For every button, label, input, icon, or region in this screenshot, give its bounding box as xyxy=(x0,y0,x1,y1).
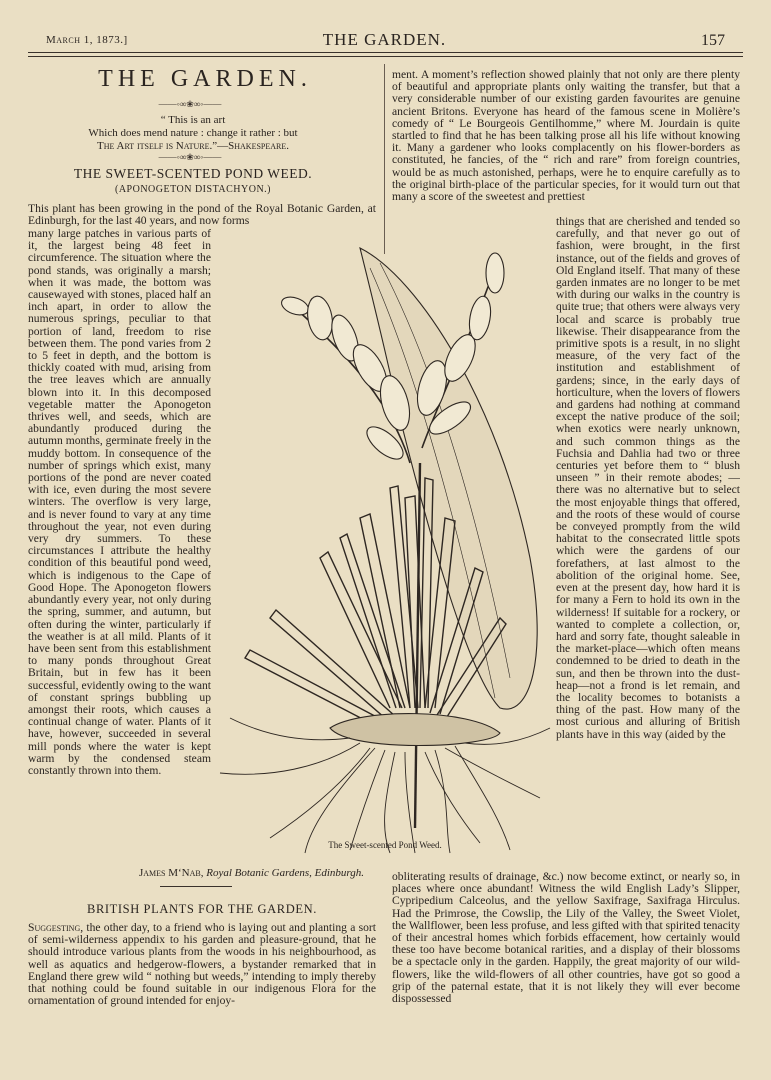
article2-body-right: things that are cherished and tended so carefully, and that never go out of fashion, were brought, in the first instance, out of the fields and groves of Old England itself. That many of these garden inmates are no longer to be met with during our walks in the country is quite true; that others were always very local and scarce is probably true likewise. Their disappearance from the primitive spots is a result, in no slight measure, of the very fact of the institution and establishment of gardens; since, in the early days of horticulture, when the lovers of flowers and gardens had nothing at command except the native produce of the soil; when exotics were nearly unknown, and such common things as the Fuchsia and Dahlia had two or three centuries yet before them to “ blush unseen ” in their remote abodes; — there was no alternative but to select the most enjoyable things that offered, and the roots of these would of course be conveyed promptly from the wild habitat to the consecrated little spots which were the gardens of our forefathers, at last almost to the abolition of the original home. See, even at the present day, how hard it is for many a Fern to hold its own in the wilderness! If suitable for a rockery, or wanted to complete a collection, or, hard and sorry fate, thought saleable in the market-place—which often means condemned to be dried to death in the sun, and then be thrown into the dust-heap—not a frond is let remain, and the locality becomes to botanists a thing of the past. How many of the most curious and alluring of British plants have in this way (aided by the xyxy=(556,216,740,741)
article2-body-left xyxy=(28,922,376,1022)
author-name: James M‘Nab, xyxy=(138,867,204,879)
column-rule xyxy=(384,64,385,254)
article-title: THE SWEET-SCENTED POND WEED. xyxy=(73,166,313,181)
header-rule-thin xyxy=(28,56,743,57)
motto-line: Which does mend nature : change it rather : but xyxy=(88,127,298,139)
masthead-motto xyxy=(40,114,346,153)
article-body-left: many large patches in various parts of it, the largest being 48 feet in circumference. The situation where the pond stands, was originally a marsh; when it was made, the bottom was causewayed with stones, placed half an inch apart, in order to allow the numerous springs, peculiar to that portion of land, freedom to rise between them. The pond varies from 2 to 5 feet in depth, and the bottom is thickly coated with mud, arising from the tree leaves which are annually blown into it. In this decomposed vegetable matter the Aponogeton thrives well, and seeds, which are abundantly produced during the autumn months, germinate freely in the muddy bottom. In consequence of the number of springs which exist, many portions of the pond are never coated with ice, even during the most severe winters. The overflow is very large, and is never found to vary at any time throughout the year, not even during very dry summers. To these circumstances I attribute the healthy condition of this beautiful pond weed, which is indigenous to the Cape of Good Hope. The Aponogeton flowers abundantly every year, not only during the spring, summer, and autumn, but often during the winter, particularly if the weather is at all mild. Plants of it have been sent from this establishment to many ponds throughout Great Britain, but in few has it been successful, evidently owing to the want of constant springs bubbling up amongst their roots, which causes a continual change of water. Plants of it have, however, succeeded in several mill ponds where the water is kept warm by the condensed steam constantly thrown into them. xyxy=(28,228,211,777)
author-signature xyxy=(28,867,364,879)
page-number: 157 xyxy=(701,32,725,49)
motto-line: The Art itself is Nature.”—Shakespeare. xyxy=(96,140,290,152)
ornament-divider: ——◦∞❀∞◦—— xyxy=(158,152,222,162)
masthead-title: THE GARDEN. xyxy=(98,66,312,92)
article2-opening: Suggesting, xyxy=(28,922,84,934)
pond-weed-illustration xyxy=(210,238,556,858)
illustration-caption: The Sweet-scented Pond Weed. xyxy=(328,840,442,850)
article2-left-text: the other day, to a friend who is laying out and planting a sort of semi-wilderness appendix to his garden and pleasure-ground, that he should introduce various plants from the woods in his neighbourhood, as well as aquatics and hedgerow-flowers, a bystander remarked that in England there grew wild “ nothing but weeds,” intending to imply thereby that nothing could be found suitable in our indigenous Flora for the ornamentation of ground intended for enjoy- xyxy=(28,922,376,1008)
article2-body-bottom: obliterating results of drainage, &c.) now become extinct, or nearly so, in places where once abundant! Witness the wild English Lady’s Slipper, Cypripedium Calceolus, and the yellow Saxifrage, Saxifraga Hirculus. Had the Primrose, the Cowslip, the Lily of the Valley, the Sweet Violet, the Wallflower, been less profuse, and less gifted with that spirited tenacity of their ancestral homes which forbids effacement, how certainly would these too have become botanical rarities, and a display of their blossoms be a spectacle only in the garden. Happily, the great majority of our wild-flowers, like the wild-flowers of all other countries, have got so good a grip of the paternal estate, that it is not likely they will ever become dispossessed xyxy=(392,871,740,1006)
issue-date: March 1, 1873.] xyxy=(46,34,128,46)
header-rule xyxy=(28,52,743,53)
section-separator xyxy=(160,886,232,887)
running-title: THE GARDEN. xyxy=(322,30,447,49)
article-subtitle: (APONOGETON DISTACHYON.) xyxy=(114,184,271,195)
article2-title: BRITISH PLANTS FOR THE GARDEN. xyxy=(87,902,317,916)
running-header xyxy=(44,30,725,52)
author-place: Royal Botanic Gardens, Edinburgh. xyxy=(206,867,364,879)
article-intro: This plant has been growing in the pond of the Royal Botanic Garden, at Edinburgh, for the last 40 years, and now forms xyxy=(28,202,376,228)
ornament-divider: ——◦∞❀∞◦—— xyxy=(158,99,222,109)
motto-line: “ This is an art xyxy=(160,114,226,126)
article2-body-top: ment. A moment’s reflection showed plainly that not only are there plenty of beautiful and appropriate plants only waiting the transfer, but that a very considerable number of our existing garden favourites are genuine ancient Britons. Everyone has heard of the famous scene in Molière’s comedy of “ Le Bourgeois Gentilhomme,” where M. Jourdain is quite startled to find that he has been talking prose all his life without knowing it. Many a gardener who looks complacently on his flower-borders as constituted, he fancies, of the “ rich and rare” from foreign countries, would be as much astonished, perhaps, were he to enquire carefully as to the original birth-place of the particular species, for it would turn out that many a score of the sweetest and prettiest xyxy=(392,68,740,204)
